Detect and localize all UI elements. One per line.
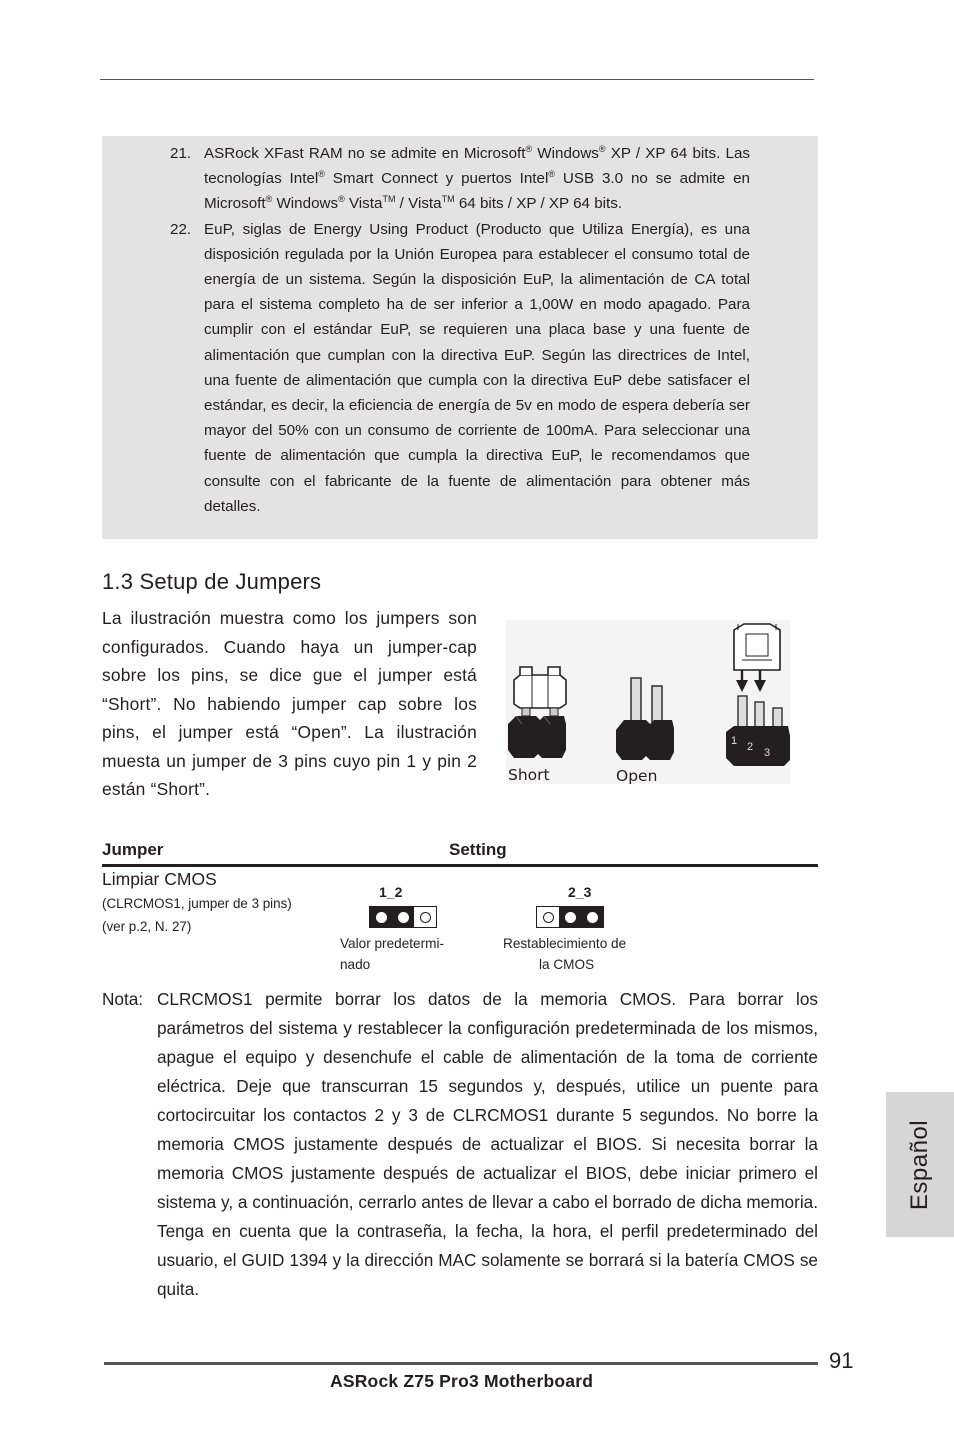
- jumper-detail: (CLRCMOS1, jumper de 3 pins): [102, 896, 292, 911]
- pin-number-1: 1: [731, 735, 738, 747]
- setting-1-2-caption: Valor predetermi-: [340, 936, 445, 951]
- open-label: Open: [616, 767, 658, 784]
- intro-paragraph: La ilustración muestra como los jumpers son configurados. Cuando haya un jumper-cap sobre los pins, se dice gue el jumper está “Short”. No habiendo jumper cap sobre los pins, el jumper está “Open”. La ilustración muesta un jumper de 3 pins cuyo pin 1 y pin 2 están “Short”.: [102, 608, 477, 799]
- pin-open: [414, 907, 436, 927]
- note-22: [170, 217, 750, 519]
- pin-open: [537, 907, 559, 927]
- superscript-mark: ®: [338, 194, 345, 205]
- note-label: Nota:: [102, 989, 144, 1009]
- note-number: 21.: [170, 145, 192, 162]
- bottom-rule: [104, 1362, 818, 1365]
- setting-1-2-caption-line2: nado: [340, 957, 371, 972]
- short-jumper-diagram: [508, 667, 566, 758]
- setting-2-3-caption-line2: la CMOS: [539, 957, 595, 972]
- superscript-mark: ®: [318, 169, 325, 180]
- note-number: 22.: [170, 220, 192, 238]
- superscript-mark: ®: [525, 144, 533, 154]
- language-tab-label: Español: [906, 1119, 934, 1210]
- short-label: Short: [508, 766, 550, 784]
- setting-1-2-pins: [369, 906, 437, 928]
- pin-shorted: [559, 907, 581, 927]
- pin-number-2: 2: [747, 741, 754, 753]
- jumper-reference: (ver p.2, N. 27): [102, 919, 192, 934]
- section-title: 1.3 Setup de Jumpers: [102, 569, 322, 594]
- note-body: CLRCMOS1 permite borrar los datos de la memoria CMOS. Para borrar los parámetros del sistema y restablecer la configuración predeterminada de los mismos, apague el equipo y desenchufe el cable de alimentación de la toma de corriente eléctrica. Deje que transcurran 15 segundos y, después, utilice un puente para cortocircuitar los contactos 2 y 3 de CLRCMOS1 durante 5 segundos. No borre la memoria CMOS justamente después de actualizar el BIOS. Si necesita borrar la memoria CMOS justamente después de actualizar el BIOS, debe iniciar primero el sistema y, a continuación, cerrarlo antes de llevar a cabo el borrado de dicha memoria. Tenga en cuenta que la contraseña, la fecha, la hora, el perfil predeterminado del usuario, el GUID 1394 y la dirección MAC solamente se borrará si la batería CMOS se quita.: [157, 989, 818, 1299]
- pin-shorted: [581, 907, 603, 927]
- superscript-mark: TM: [441, 194, 455, 205]
- pin-shorted: [370, 907, 392, 927]
- pin-number-3: 3: [764, 747, 771, 759]
- superscript-mark: ®: [265, 194, 273, 205]
- setting-2-3-pins: [536, 906, 604, 928]
- superscript-mark: ®: [598, 144, 606, 154]
- page-number: 91: [829, 1348, 854, 1373]
- language-tab: [886, 1092, 954, 1237]
- footer-title: ASRock Z75 Pro3 Motherboard: [330, 1371, 594, 1391]
- jumper-name: Limpiar CMOS: [102, 869, 217, 889]
- setting-2-3-label: 2_3: [568, 884, 592, 900]
- table-header-rule: [102, 864, 818, 867]
- top-rule: [100, 79, 814, 80]
- pin-shorted: [392, 907, 414, 927]
- note-21: [170, 141, 750, 217]
- superscript-mark: TM: [382, 194, 396, 205]
- column-header-jumper: Jumper: [102, 840, 164, 859]
- note-text: ASRock XFast RAM no se admite en Microsoft® Windows® XP / XP 64 bits. Las tecnologías Intel® Smart Connect y puertos Intel® USB 3.0 no se admite en Microsoft® Windows® Vista™ / Vista™ 64 bits / XP / XP 64 bits.: [204, 144, 750, 213]
- setting-1-2-label: 1_2: [379, 884, 403, 900]
- notes-box: [102, 136, 818, 539]
- open-jumper-diagram: [616, 678, 674, 760]
- superscript-mark: ®: [548, 169, 555, 180]
- column-header-setting: Setting: [449, 840, 507, 859]
- jumper-illustration: [506, 620, 790, 784]
- setting-2-3-caption: Restablecimiento de: [503, 936, 627, 951]
- note-text: EuP, siglas de Energy Using Product (Producto que Utiliza Energía), es una disposición regulada por la Unión Europea para establecer el consumo total de energía de un sistema. Según la disposición EuP, la alimentación de CA total para el sistema completo ha de ser inferior a 1,00W en modo apagado. Para cumplir con el estándar EuP, se requieren una placa base y una fuente de alimentación que cumplan con la directiva EuP. Según las directrices de Intel, una fuente de alimentación que cumpla con la directiva EuP debe satisfacer el estándar, es decir, la eficiencia de energía de 5v en modo de espera debería ser mayor del 50% con un consumo de corriente de 100mA. Para seleccionar una fuente de alimentación que cumpla la directiva EuP, le recomendamos que consulte con el fabricante de la fuente de alimentación para obtener más detalles.: [204, 220, 750, 515]
